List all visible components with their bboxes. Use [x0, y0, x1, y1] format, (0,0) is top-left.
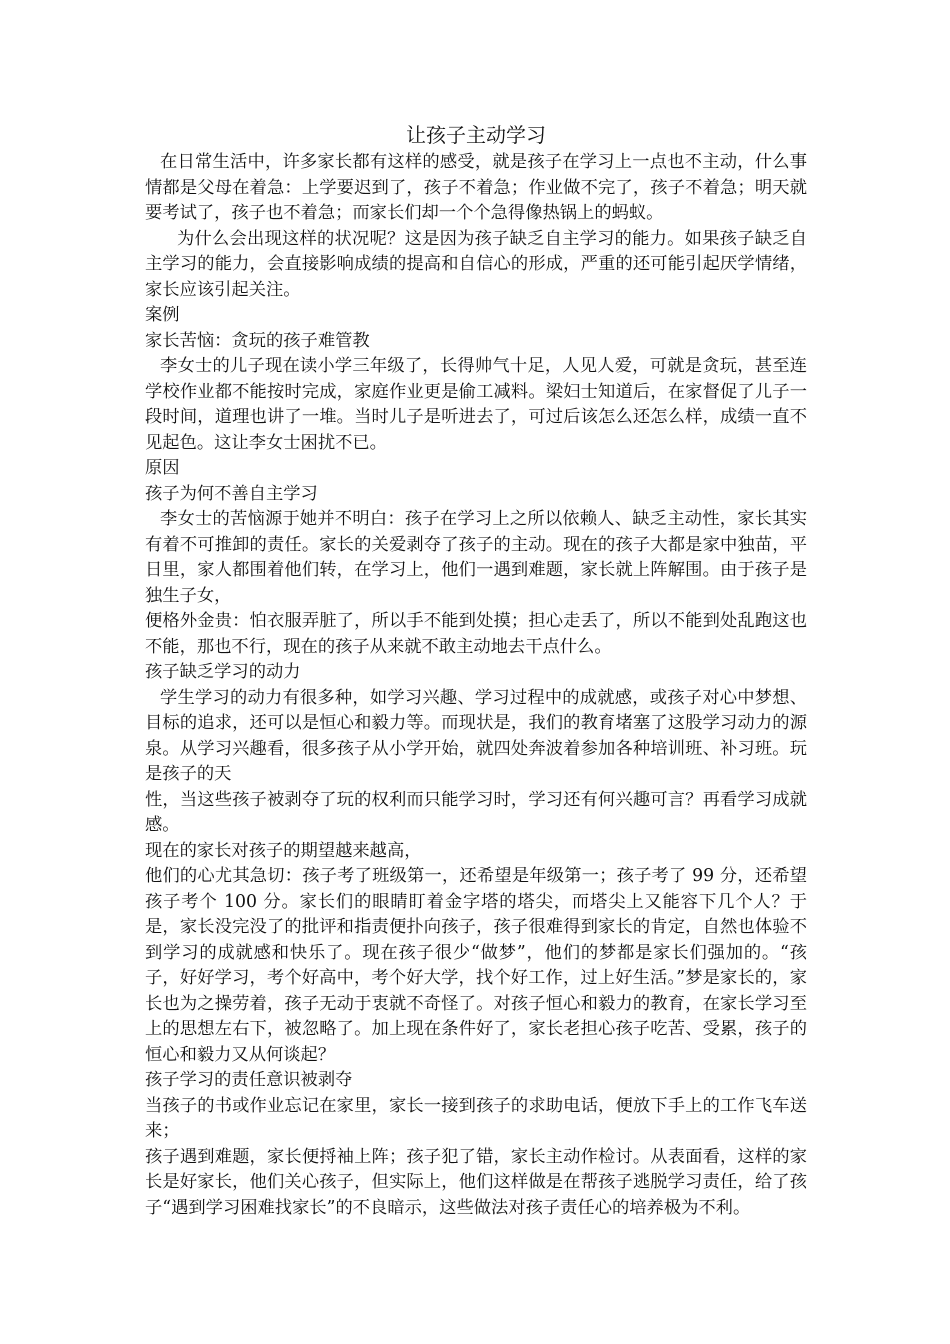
paragraph-reason-2: 便格外金贵：怕衣服弄脏了，所以手不能到处摸；担心走丢了，所以不能到处乱跑这也不能，那也不行，现在的孩子从来就不敢主动地去干点什么。 — [145, 611, 807, 657]
subheading-lack-motivation: 孩子缺乏学习的动力 — [145, 662, 301, 682]
paragraph-why: 为什么会出现这样的状况呢？这是因为孩子缺乏自主学习的能力。如果孩子缺乏自主学习的能力，会直接影响成绩的提高和自信心的形成，严重的还可能引起厌学情绪，家长应该引起关注。 — [145, 228, 807, 300]
paragraph-motivation-1: 学生学习的动力有很多种，如学习兴趣、学习过程中的成就感，或孩子对心中梦想、目标的追求，还可以是恒心和毅力等。而现状是，我们的教育堵塞了这股学习动力的源泉。从学习兴趣看，很多孩子从小学开始，就四处奔波着参加各种培训班、补习班。玩是孩子的天 — [145, 687, 807, 784]
paragraph-motivation-2: 性，当这些孩子被剥夺了玩的权利而只能学习时，学习还有何兴趣可言？再看学习成就感。 — [145, 789, 807, 835]
paragraph-case-story: 李女士的儿子现在读小学三年级了，长得帅气十足，人见人爱，可就是贪玩，甚至连学校作业都不能按时完成，家庭作业更是偷工减料。梁妇士知道后，在家督促了儿子一段时间，道理也讲了一堆。当时儿子是听进去了，可过后该怎么还怎么样，成绩一直不见起色。这让李女士困扰不已。 — [145, 356, 807, 453]
section-heading-reason: 原因 — [145, 458, 180, 478]
document-title: 让孩子主动学习 — [406, 123, 546, 147]
paragraph-reason-1: 李女士的苦恼源于她并不明白：孩子在学习上之所以依赖人、缺乏主动性，家长其实有着不可推卸的责任。家长的关爱剥夺了孩子的主动。现在的孩子大都是家中独苗，平日里，家人都围着他们转，在学习上，他们一遇到难题，家长就上阵解围。由于孩子是独生子女， — [145, 509, 807, 606]
document-page — [145, 120, 807, 1221]
paragraph-expectation-2: 他们的心尤其急切：孩子考了班级第一，还希望是年级第一；孩子考了 99 分，还希望孩子考个 100 分。家长们的眼睛盯着金字塔的塔尖，而塔尖上又能容下几个人？于是，家长没完没了的批评和指责便扑向孩子，孩子很难得到家长的肯定，自然也体验不到学习的成就感和快乐了。现在孩子很少“做梦”，他们的梦都是家长们强加的。“孩子，好好学习，考个好高中，考个好大学，找个好工作，过上好生活。”梦是家长的，家长也为之操劳着，孩子无动于衷就不奇怪了。对孩子恒心和毅力的教育，在家长学习至上的思想左右下，被忽略了。加上现在条件好了，家长老担心孩子吃苦、受累，孩子的恒心和毅力又从何谈起？ — [145, 866, 807, 1065]
paragraph-responsibility-1: 当孩子的书或作业忘记在家里，家长一接到孩子的求助电话，便放下手上的工作飞车送来； — [145, 1095, 807, 1141]
subheading-why-not-self-learning: 孩子为何不善自主学习 — [145, 483, 318, 504]
paragraph-expectation-1: 现在的家长对孩子的期望越来越高， — [145, 840, 422, 861]
paragraph-responsibility-2: 孩子遇到难题，家长便捋袖上阵；孩子犯了错，家长主动作检讨。从表面看，这样的家长是好家长，他们关心孩子，但实际上，他们这样做是在帮孩子逃脱学习责任，给了孩子“遇到学习困难找家长”的不良暗示，这些做法对孩子责任心的培养极为不利。 — [145, 1146, 807, 1218]
paragraph-intro: 在日常生活中，许多家长都有这样的感受，就是孩子在学习上一点也不主动，什么事情都是父母在着急：上学要迟到了，孩子不着急；作业做不完了，孩子不着急；明天就要考试了，孩子也不着急；而家长们却一个个急得像热锅上的蚂蚁。 — [145, 152, 807, 223]
subheading-parent-worry: 家长苦恼：贪玩的孩子难管教 — [145, 330, 370, 351]
document-body — [145, 150, 807, 1221]
section-heading-case: 案例 — [145, 305, 180, 325]
subheading-responsibility: 孩子学习的责任意识被剥夺 — [145, 1070, 353, 1090]
